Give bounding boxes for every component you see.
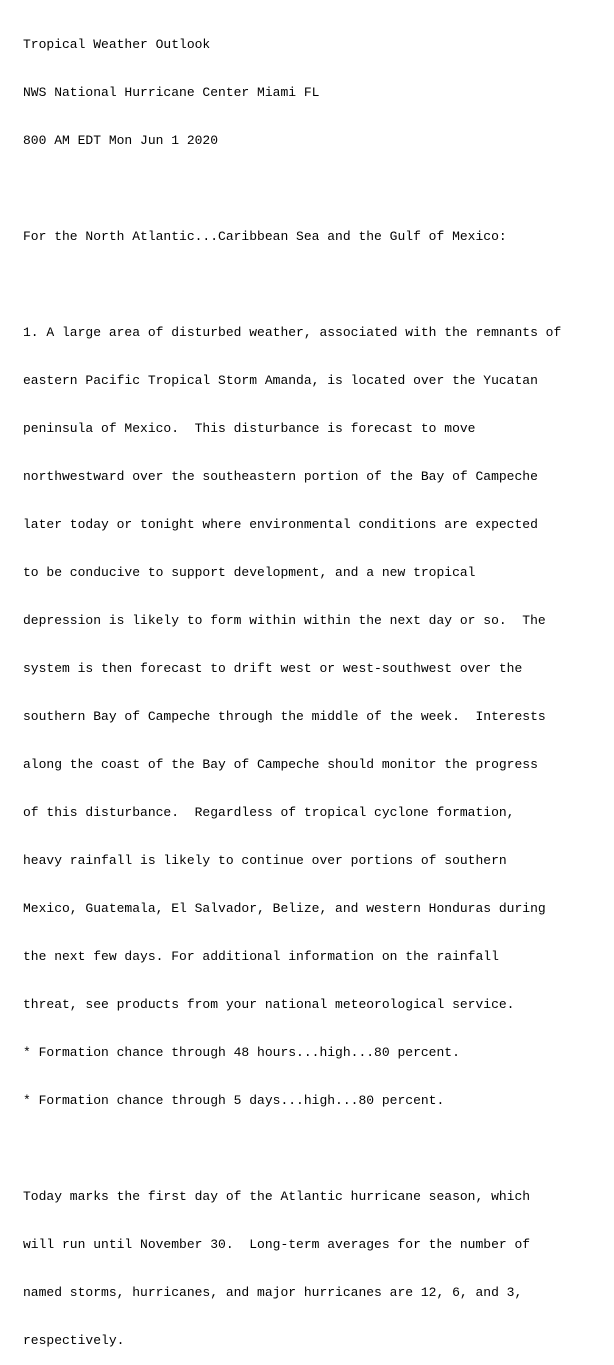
blank-line bbox=[23, 181, 561, 197]
item1-line: of this disturbance. Regardless of tropical cyclone formation, bbox=[23, 805, 515, 820]
item1-line: southern Bay of Campeche through the middle of the week. Interests bbox=[23, 709, 546, 724]
season-line: named storms, hurricanes, and major hurricanes are 12, 6, and 3, bbox=[23, 1285, 523, 1300]
item1-line: northwestward over the southeastern portion of the Bay of Campeche bbox=[23, 469, 538, 484]
blank-line bbox=[23, 277, 561, 293]
item1-line: later today or tonight where environmental conditions are expected bbox=[23, 517, 538, 532]
blank-line bbox=[23, 1141, 561, 1157]
item1-line: 1. A large area of disturbed weather, associated with the remnants of bbox=[23, 325, 562, 340]
item1-line: system is then forecast to drift west or west-southwest over the bbox=[23, 661, 523, 676]
outlook-document bbox=[23, 5, 561, 1365]
item1-line: the next few days. For additional information on the rainfall bbox=[23, 949, 499, 964]
item1-line: Mexico, Guatemala, El Salvador, Belize, and western Honduras during bbox=[23, 901, 546, 916]
item1-line: along the coast of the Bay of Campeche should monitor the progress bbox=[23, 757, 538, 772]
issue-time: 800 AM EDT Mon Jun 1 2020 bbox=[23, 133, 219, 148]
season-line: Today marks the first day of the Atlantic hurricane season, which bbox=[23, 1189, 531, 1204]
item1-line: threat, see products from your national meteorological service. bbox=[23, 997, 515, 1012]
formation-chance-48h: * Formation chance through 48 hours...high...80 percent. bbox=[23, 1045, 460, 1060]
issuing-office: NWS National Hurricane Center Miami FL bbox=[23, 85, 320, 100]
item1-line: heavy rainfall is likely to continue over portions of southern bbox=[23, 853, 507, 868]
outlook-title: Tropical Weather Outlook bbox=[23, 37, 211, 52]
formation-chance-5d: * Formation chance through 5 days...high...80 percent. bbox=[23, 1093, 445, 1108]
season-line: will run until November 30. Long-term averages for the number of bbox=[23, 1237, 531, 1252]
region-heading: For the North Atlantic...Caribbean Sea and the Gulf of Mexico: bbox=[23, 229, 507, 244]
item1-line: to be conducive to support development, and a new tropical bbox=[23, 565, 476, 580]
item1-line: eastern Pacific Tropical Storm Amanda, is located over the Yucatan bbox=[23, 373, 538, 388]
season-line: respectively. bbox=[23, 1333, 125, 1348]
item1-line: peninsula of Mexico. This disturbance is forecast to move bbox=[23, 421, 476, 436]
item1-line: depression is likely to form within within the next day or so. The bbox=[23, 613, 546, 628]
